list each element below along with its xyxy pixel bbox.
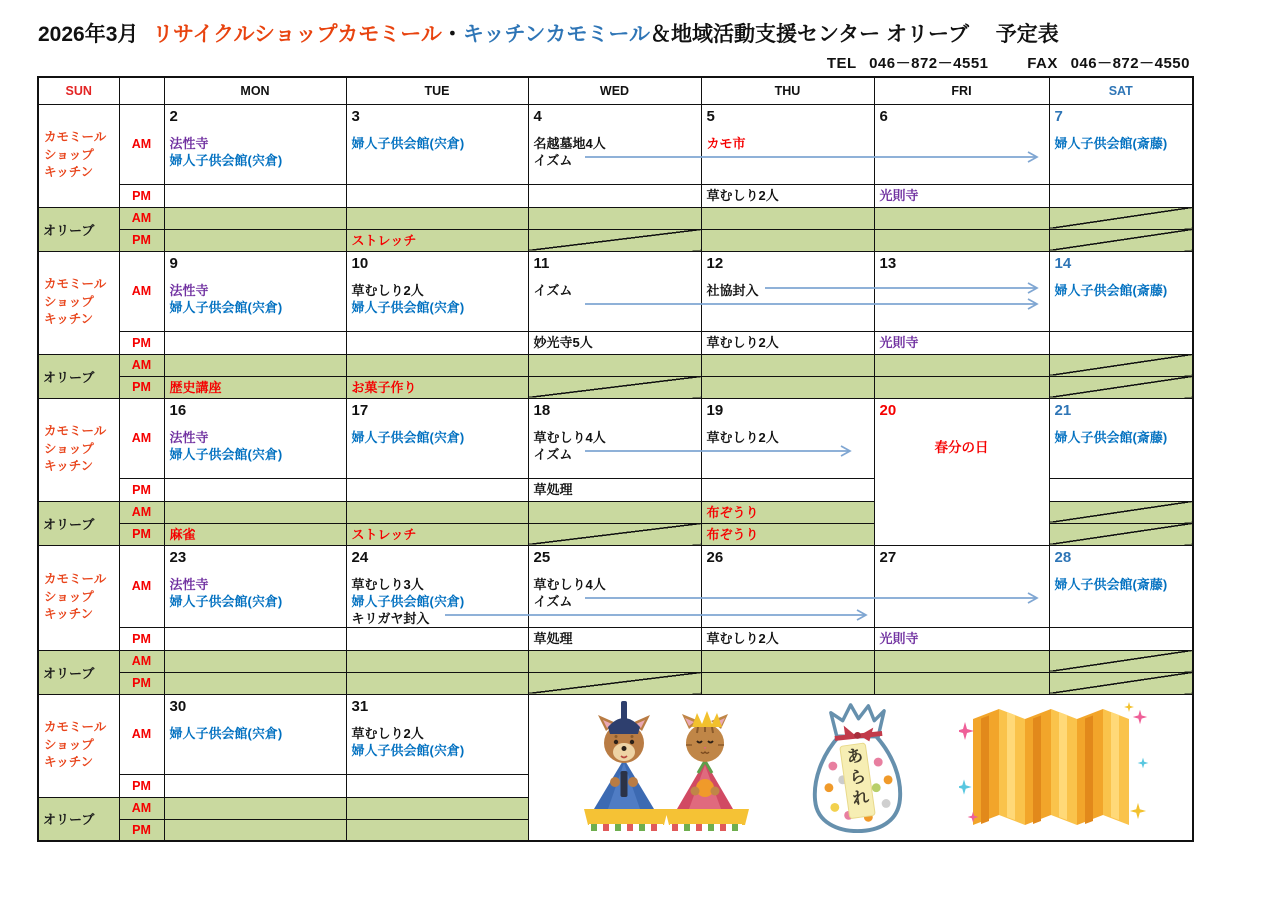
event: 布ぞうり	[706, 526, 759, 542]
day-cell-3	[346, 104, 528, 184]
day-cell-10: 10 草むしり2人 婦人子供会館(宍倉)	[346, 251, 528, 331]
day-cell-27: 27	[874, 545, 1049, 627]
pm-label: PM	[119, 331, 164, 354]
event: 布ぞうり	[706, 504, 759, 520]
holiday-name: 春分の日	[934, 439, 989, 455]
tel-number: 046－872－4551	[869, 55, 989, 72]
title-month: 2026年3月	[38, 23, 139, 46]
page-title	[38, 18, 1059, 48]
pm-label: PM	[119, 184, 164, 207]
am-label: AM	[119, 694, 164, 774]
event: 光則寺	[879, 630, 919, 646]
header-thu: THU	[701, 77, 874, 104]
day-cell-12: 12 社協封入	[701, 251, 874, 331]
schedule-table	[37, 76, 1194, 842]
event: 名越墓地4人	[533, 135, 606, 151]
event: 婦人子供会館(宍倉)	[351, 742, 465, 758]
event: イズム	[533, 593, 573, 609]
group-label-kamomiru: カモミール ショップ キッチン	[38, 694, 119, 797]
title-kitchen-name: キッチンカモミール	[462, 23, 650, 46]
day-cell-20-holiday: 20 春分の日	[874, 398, 1049, 545]
event: 光則寺	[879, 334, 919, 350]
day-cell-25: 25 草むしり4人 イズム	[528, 545, 701, 627]
event: カモ市	[706, 135, 746, 151]
am-label: AM	[119, 104, 164, 184]
day-cell-19: 19 草むしり2人	[701, 398, 874, 478]
pm-label: PM	[119, 478, 164, 501]
event: 麻雀	[169, 526, 196, 542]
pm-label: PM	[119, 819, 164, 841]
am-label: AM	[119, 545, 164, 627]
pm-label: PM	[119, 774, 164, 797]
event: 法性寺	[169, 576, 209, 592]
header-sun: SUN	[38, 77, 119, 104]
illustration-cell	[528, 694, 1193, 841]
group-label-kamomiru: カモミール ショップ キッチン	[38, 545, 119, 650]
event: 草むしり2人	[706, 187, 779, 203]
closed-cell	[1049, 523, 1193, 545]
closed-cell	[528, 376, 701, 398]
day-cell-9: 9 法性寺 婦人子供会館(宍倉)	[164, 251, 346, 331]
closed-cell	[1049, 207, 1193, 229]
group-label-olive: オリーブ	[38, 354, 119, 398]
closed-cell	[1049, 501, 1193, 523]
day-cell-7	[1049, 104, 1193, 184]
header-sat: SAT	[1049, 77, 1193, 104]
event: 草むしり2人	[351, 725, 424, 741]
event: 婦人子供会館(宍倉)	[169, 299, 283, 315]
closed-cell	[528, 523, 701, 545]
day-cell-14: 14 婦人子供会館(斎藤)	[1049, 251, 1193, 331]
group-label-kamomiru: カモミール ショップ キッチン	[38, 104, 119, 207]
day-number: 4	[533, 107, 542, 125]
group-label-olive: オリーブ	[38, 797, 119, 841]
folding-screen-illustration	[959, 701, 1149, 833]
am-label: AM	[119, 207, 164, 229]
event: 歴史講座	[169, 379, 222, 395]
day-cell-6	[874, 104, 1049, 184]
event: 法性寺	[169, 135, 209, 151]
event: 婦人子供会館(宍倉)	[351, 593, 465, 609]
event: 草処理	[533, 481, 573, 497]
day-cell-30: 30 婦人子供会館(宍倉)	[164, 694, 346, 774]
event: 草むしり4人	[533, 576, 606, 592]
pm-label: PM	[119, 627, 164, 650]
event: 婦人子供会館(宍倉)	[351, 299, 465, 315]
event: 婦人子供会館(宍倉)	[169, 152, 283, 168]
event: 婦人子供会館(宍倉)	[169, 593, 283, 609]
event: 草むしり3人	[351, 576, 424, 592]
day-cell-24: 24 草むしり3人 婦人子供会館(宍倉) キリガヤ封入	[346, 545, 528, 627]
title-separator: ・	[441, 23, 463, 46]
day-number: 3	[351, 107, 360, 125]
event: 妙光寺5人	[533, 334, 593, 350]
group-label-olive: オリーブ	[38, 501, 119, 545]
event: 婦人子供会館(宍倉)	[351, 429, 465, 445]
day-number: 6	[879, 107, 888, 125]
day-cell-28: 28 婦人子供会館(斎藤)	[1049, 545, 1193, 627]
event: イズム	[533, 282, 573, 298]
day-cell-13: 13	[874, 251, 1049, 331]
event: ストレッチ	[351, 232, 417, 248]
day-number: 5	[706, 107, 715, 125]
hina-dolls-illustration	[572, 697, 757, 837]
closed-cell	[1049, 672, 1193, 694]
event: 草処理	[533, 630, 573, 646]
header-tue: TUE	[346, 77, 528, 104]
event: 草むしり2人	[351, 282, 424, 298]
weekday-header-row	[38, 77, 1193, 104]
am-label: AM	[119, 650, 164, 672]
day-cell-5	[701, 104, 874, 184]
event: 婦人子供会館(宍倉)	[169, 446, 283, 462]
header-fri: FRI	[874, 77, 1049, 104]
event: 婦人子供会館(斎藤)	[1054, 135, 1168, 151]
closed-cell	[1049, 650, 1193, 672]
title-rest: ＆地域活動支援センター オリーブ 予定表	[650, 23, 1059, 46]
group-label-kamomiru: カモミール ショップ キッチン	[38, 251, 119, 354]
day-cell-16: 16 法性寺 婦人子供会館(宍倉)	[164, 398, 346, 478]
group-label-olive: オリーブ	[38, 650, 119, 694]
group-label-olive: オリーブ	[38, 207, 119, 251]
am-label: AM	[119, 398, 164, 478]
closed-cell	[1049, 354, 1193, 376]
event: 社協封入	[706, 282, 759, 298]
day-cell-31: 31 草むしり2人 婦人子供会館(宍倉)	[346, 694, 528, 774]
day-cell-21: 21 婦人子供会館(斎藤)	[1049, 398, 1193, 478]
header-wed: WED	[528, 77, 701, 104]
event: 草むしり2人	[706, 334, 779, 350]
event: イズム	[533, 446, 573, 462]
day-cell-23: 23 法性寺 婦人子供会館(宍倉)	[164, 545, 346, 627]
pm-label: PM	[119, 376, 164, 398]
fax-label: FAX	[1027, 55, 1058, 72]
event: 婦人子供会館(斎藤)	[1054, 429, 1168, 445]
event: 婦人子供会館(斎藤)	[1054, 282, 1168, 298]
day-number: 7	[1054, 107, 1063, 125]
closed-cell	[528, 229, 701, 251]
am-label: AM	[119, 354, 164, 376]
title-shop-name: リサイクルショップカモミール	[152, 23, 442, 46]
tel-label: TEL	[826, 55, 857, 72]
day-cell-26: 26	[701, 545, 874, 627]
pm-label: PM	[119, 523, 164, 545]
event: 法性寺	[169, 282, 209, 298]
pm-label: PM	[119, 672, 164, 694]
event: 法性寺	[169, 429, 209, 445]
event: 草むしり2人	[706, 630, 779, 646]
event: 草むしり4人	[533, 429, 606, 445]
closed-cell	[1049, 229, 1193, 251]
am-label: AM	[119, 251, 164, 331]
event: 婦人子供会館(宍倉)	[169, 725, 283, 741]
day-cell-17: 17 婦人子供会館(宍倉)	[346, 398, 528, 478]
arare-bag-label: あられ	[841, 746, 870, 812]
fax-number: 046－872－4550	[1070, 55, 1190, 72]
day-cell-4	[528, 104, 701, 184]
day-cell-2	[164, 104, 346, 184]
event: 光則寺	[879, 187, 919, 203]
contact-line	[37, 52, 1190, 73]
header-mon: MON	[164, 77, 346, 104]
event: ストレッチ	[351, 526, 417, 542]
event: 婦人子供会館(宍倉)	[351, 135, 465, 151]
event: 婦人子供会館(斎藤)	[1054, 576, 1168, 592]
event: お菓子作り	[351, 379, 417, 395]
event: キリガヤ封入	[351, 610, 430, 626]
day-cell-11: 11 イズム	[528, 251, 701, 331]
day-number: 2	[169, 107, 178, 125]
header-blank	[119, 77, 164, 104]
am-label: AM	[119, 797, 164, 819]
pm-label: PM	[119, 229, 164, 251]
closed-cell	[1049, 376, 1193, 398]
group-label-kamomiru: カモミール ショップ キッチン	[38, 398, 119, 501]
am-label: AM	[119, 501, 164, 523]
event: 草むしり2人	[706, 429, 779, 445]
event: イズム	[533, 152, 573, 168]
closed-cell	[528, 672, 701, 694]
day-cell-18: 18 草むしり4人 イズム	[528, 398, 701, 478]
